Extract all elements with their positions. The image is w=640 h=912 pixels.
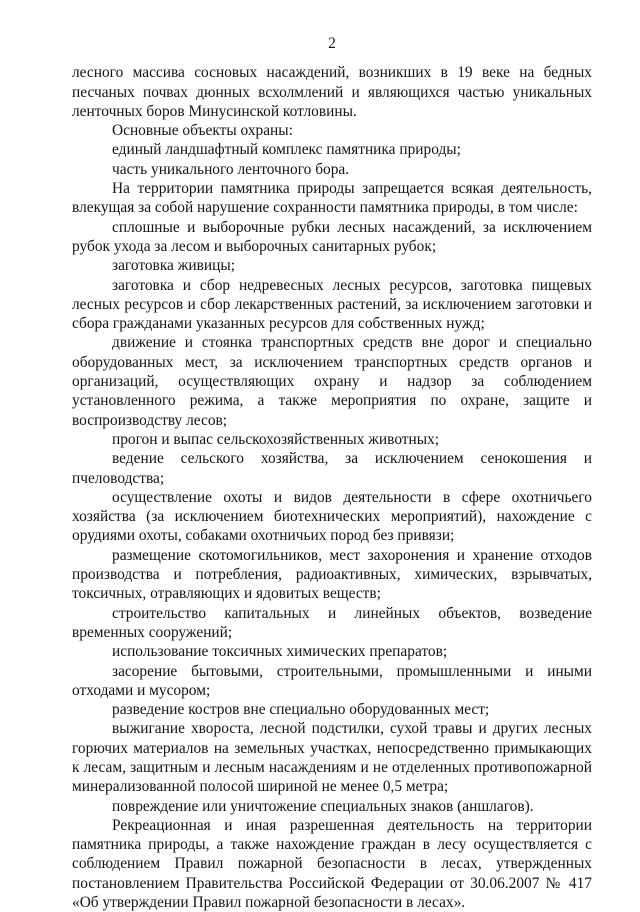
paragraph-prohibition-hunting: осуществление охоты и видов деятельности в сфере охотничьего хозяйства (за исключением биотехнических мероприятий), нахождение с орудиями охоты, собаками охотничьих пород без привязи; xyxy=(72,488,592,545)
paragraph-object-landscape-complex: единый ландшафтный комплекс памятника природы; xyxy=(112,141,461,159)
paragraph-prohibition-signs: повреждение или уничтожение специальных знаков (аншлагов). xyxy=(112,797,534,815)
paragraph-prohibition-waste-burial: размещение скотомогильников, мест захоронения и хранение отходов производства и потребления, радиоактивных, химических, взрывчатых, токсичных, отравляющих и ядовитых веществ; xyxy=(72,546,592,603)
paragraph-prohibitions-intro: На территории памятника природы запрещается всякая деятельность, влекущая за собой нарушение сохранности памятника природы, в том числе: xyxy=(72,180,592,217)
paragraph-prohibition-chemicals: использование токсичных химических препаратов; xyxy=(112,643,448,661)
paragraph-object-ribbon-forest: часть уникального ленточного бора. xyxy=(112,160,350,178)
paragraph-prohibition-grazing: прогон и выпас сельскохозяйственных животных; xyxy=(112,430,440,448)
paragraph-prohibition-vehicles: движение и стоянка транспортных средств вне дорог и специально оборудованных мест, за исключением транспортных средств органов и организаций, осуществляющих охрану и надзор за соблюдением установленного режима, а также мероприятия по охране, защите и воспроизводству лесов; xyxy=(72,334,592,429)
paragraph-prohibition-littering: засорение бытовыми, строительными, промышленными и иными отходами и мусором; xyxy=(72,662,592,699)
document-body xyxy=(72,63,592,912)
paragraph-recreation-fire-rules: Рекреационная и иная разрешенная деятельность на территории памятника природы, а также нахождение граждан в лесу осуществляется с соблюдением Правил пожарной безопасности в лесах, утвержденных постановлением Правительства Российской Федерации от 30.06.2007 № 417 «Об утверждении Правил пожарной безопасности в лесах». xyxy=(72,816,592,912)
paragraph-continuation: лесного массива сосновых насаждений, возникших в 19 веке на бедных песчаных почвах дюнных всхолмлений и являющихся частью уникальных ленточных боров Минусинской котловины. xyxy=(72,64,592,120)
paragraph-prohibition-fires: разведение костров вне специально оборудованных мест; xyxy=(112,701,490,719)
paragraph-prohibition-resin: заготовка живицы; xyxy=(112,257,235,275)
paragraph-protection-objects-heading: Основные объекты охраны: xyxy=(112,122,293,140)
paragraph-prohibition-non-timber: заготовка и сбор недревесных лесных ресурсов, заготовка пищевых лесных ресурсов и сбор лекарственных растений, за исключением заготовки и сбора гражданами указанных ресурсов для собственных нужд; xyxy=(72,276,592,333)
page-number: 2 xyxy=(328,35,336,52)
paragraph-prohibition-agriculture: ведение сельского хозяйства, за исключением сенокошения и пчеловодства; xyxy=(72,450,592,487)
paragraph-prohibition-logging: сплошные и выборочные рубки лесных насаждений, за исключением рубок ухода за лесом и выборочных санитарных рубок; xyxy=(72,218,592,255)
paragraph-prohibition-burning: выжигание хвороста, лесной подстилки, сухой травы и других лесных горючих материалов на земельных участках, непосредственно примыкающих к лесам, защитным и лесным насаждениям и не отделенных противопожарной минерализованной полосой шириной не менее 0,5 метра; xyxy=(72,720,592,796)
paragraph-prohibition-construction: строительство капитальных и линейных объектов, возведение временных сооружений; xyxy=(72,604,592,641)
